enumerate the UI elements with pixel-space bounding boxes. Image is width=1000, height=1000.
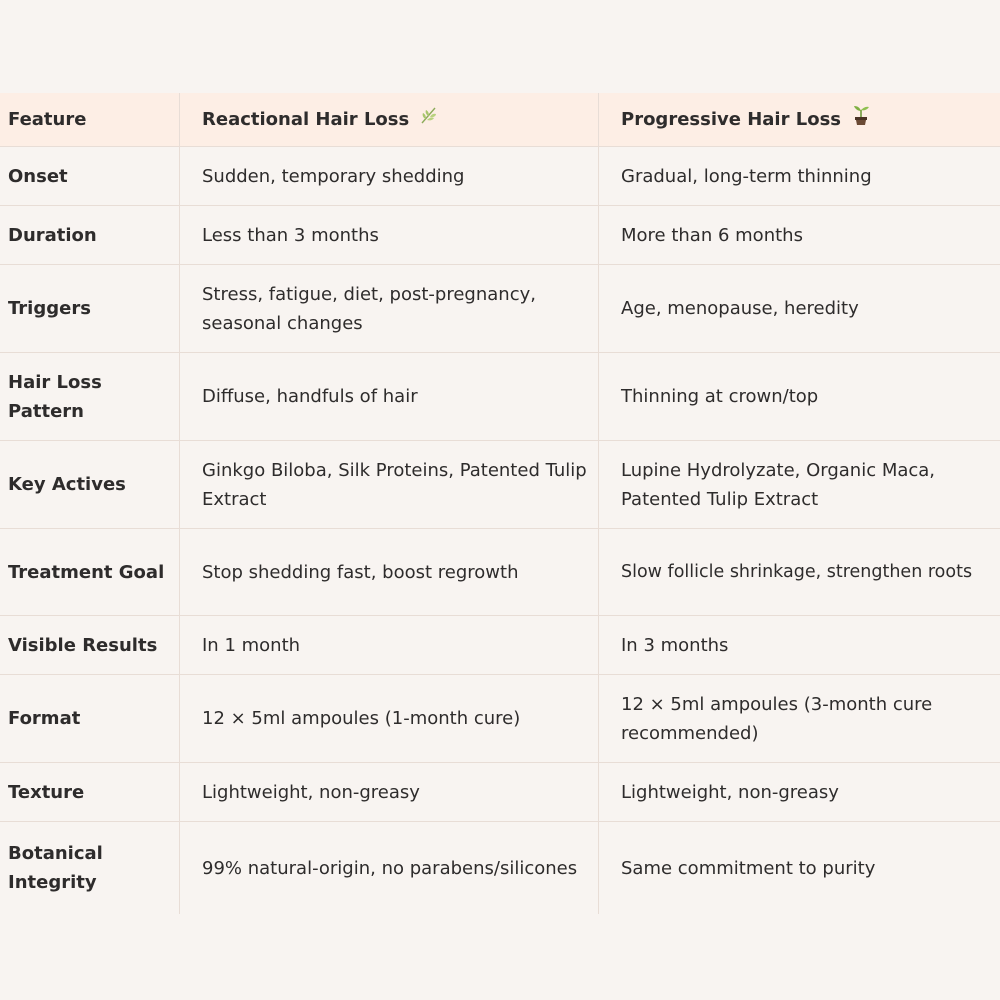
feature-cell: Treatment Goal <box>0 529 180 615</box>
progressive-cell: 12 × 5ml ampoules (3-month cure recommended) <box>621 693 933 744</box>
reactional-cell: Ginkgo Biloba, Silk Proteins, Patented Tulip Extract <box>180 441 599 528</box>
feature-cell: Format <box>0 675 180 762</box>
table-row <box>0 616 1000 675</box>
feature-cell: Triggers <box>0 265 180 352</box>
reactional-cell: Less than 3 months <box>180 206 599 264</box>
header-feature: Feature <box>0 93 180 146</box>
table-row <box>0 441 1000 529</box>
feature-cell: Onset <box>0 147 180 205</box>
seedling-pot-icon <box>851 104 871 135</box>
feature-cell: Texture <box>0 763 180 821</box>
progressive-cell: Lupine Hydrolyzate, Organic Maca, Patented Tulip Extract <box>621 459 936 510</box>
reactional-cell: Lightweight, non-greasy <box>180 763 599 821</box>
feature-cell: Key Actives <box>0 441 180 528</box>
reactional-cell: Diffuse, handfuls of hair <box>180 353 599 440</box>
table-row <box>0 822 1000 914</box>
feature-cell: Duration <box>0 206 180 264</box>
header-progressive-label: Progressive Hair Loss <box>621 109 841 130</box>
table-row <box>0 206 1000 265</box>
header-progressive <box>599 93 1000 146</box>
reactional-cell: 99% natural-origin, no parabens/silicones <box>180 822 599 914</box>
progressive-cell: In 3 months <box>621 634 729 656</box>
feature-cell: Visible Results <box>0 616 180 674</box>
progressive-cell: Same commitment to purity <box>621 857 876 879</box>
table-row <box>0 675 1000 763</box>
progressive-cell: Gradual, long-term thinning <box>621 165 872 187</box>
feature-cell: Botanical Integrity <box>0 822 180 914</box>
progressive-cell: Age, menopause, heredity <box>621 298 859 319</box>
feature-cell: Hair Loss Pattern <box>0 353 180 440</box>
reactional-cell: Stress, fatigue, diet, post-pregnancy, seasonal changes <box>180 265 599 352</box>
progressive-cell: Thinning at crown/top <box>621 386 819 407</box>
comparison-table <box>0 93 1000 914</box>
progressive-cell: Lightweight, non-greasy <box>621 781 839 803</box>
progressive-cell: Slow follicle shrinkage, strengthen roots <box>621 561 973 582</box>
reactional-cell: Stop shedding fast, boost regrowth <box>180 529 599 615</box>
table-row <box>0 529 1000 616</box>
table-row <box>0 265 1000 353</box>
table-row <box>0 147 1000 206</box>
table-row <box>0 353 1000 441</box>
herb-icon <box>419 105 439 134</box>
reactional-cell: In 1 month <box>180 616 599 674</box>
reactional-cell: 12 × 5ml ampoules (1-month cure) <box>180 675 599 762</box>
reactional-cell: Sudden, temporary shedding <box>180 147 599 205</box>
header-reactional <box>180 93 599 146</box>
header-reactional-label: Reactional Hair Loss <box>202 109 410 130</box>
progressive-cell: More than 6 months <box>621 224 803 246</box>
table-row <box>0 763 1000 822</box>
table-header-row <box>0 93 1000 147</box>
